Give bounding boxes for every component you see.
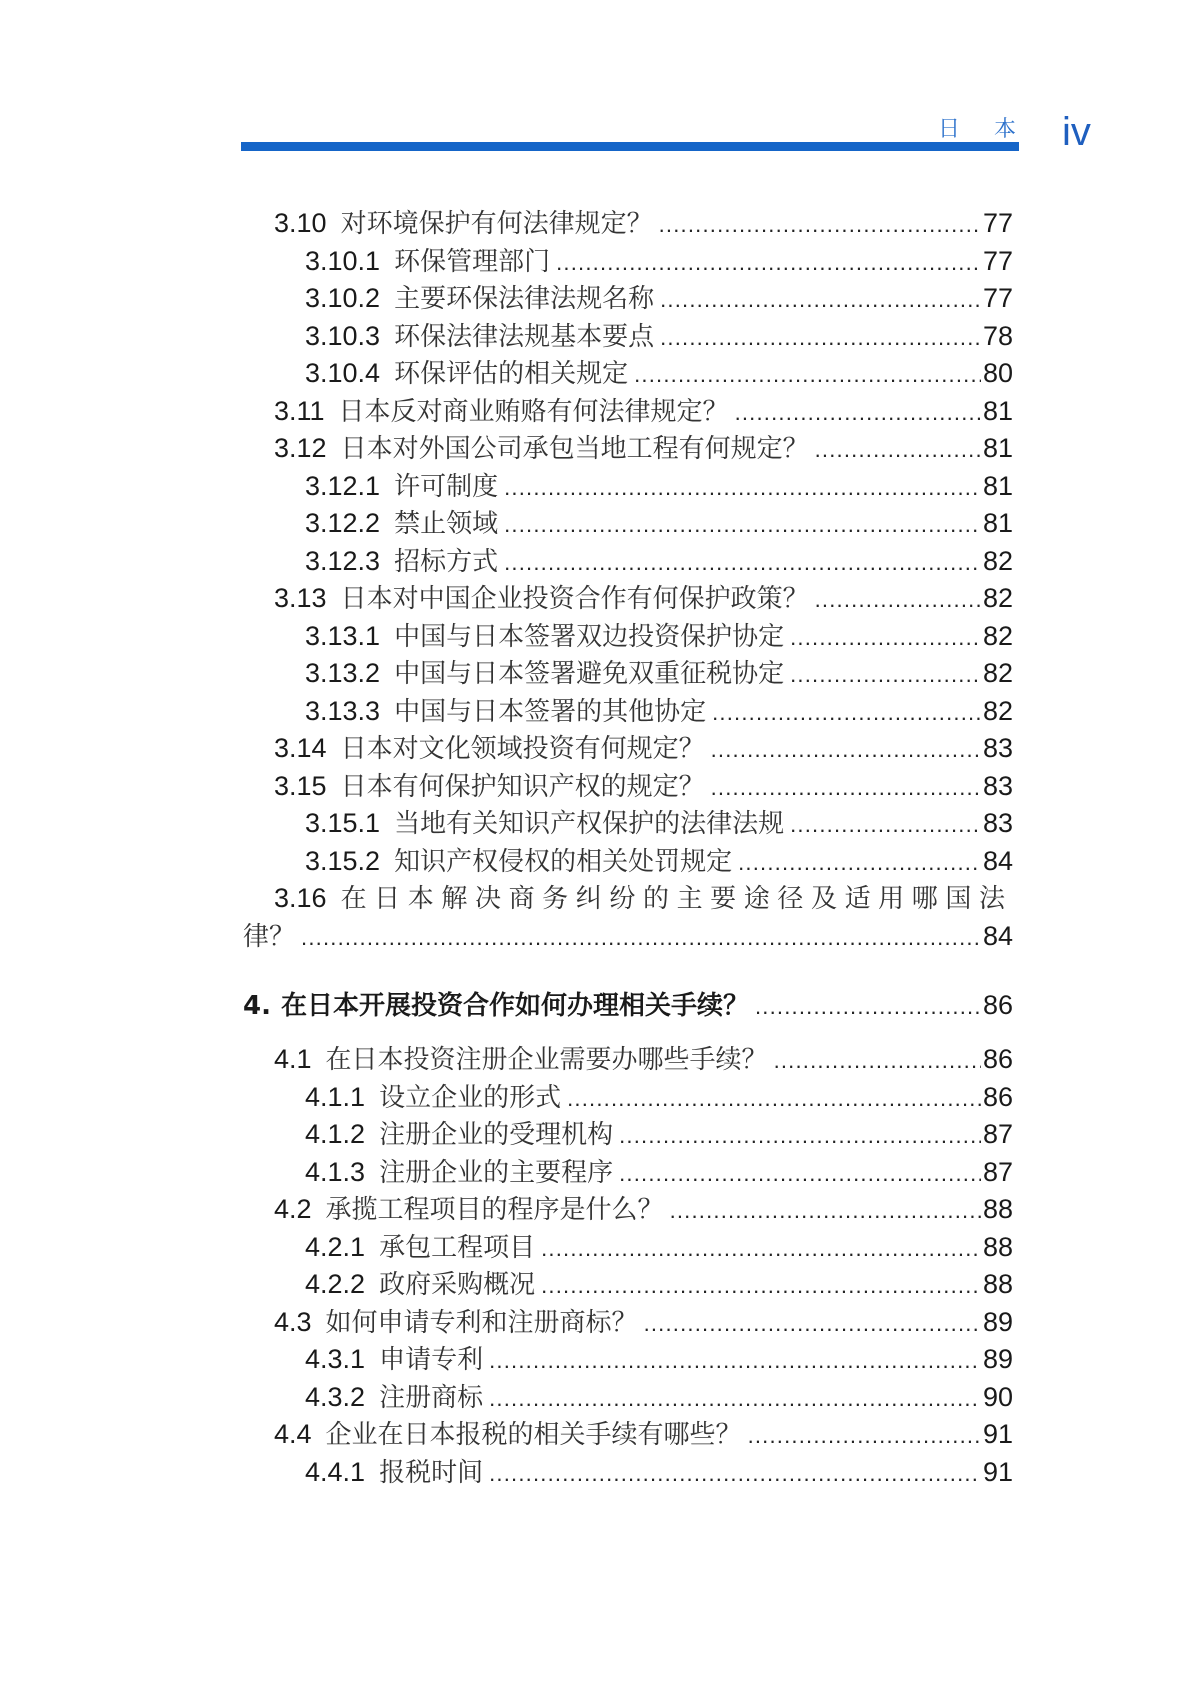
running-header-country bbox=[938, 112, 1016, 142]
dot-leader bbox=[541, 1267, 981, 1305]
toc-entry-page: 82 bbox=[982, 583, 1013, 613]
toc-entry-title: 申请专利 bbox=[379, 1345, 484, 1375]
toc-entry[interactable] bbox=[243, 1191, 1013, 1229]
toc-entry-title: 在日本投资注册企业需要办哪些手续？ bbox=[325, 1045, 768, 1075]
toc-entry-page: 87 bbox=[982, 1119, 1013, 1149]
toc-entry[interactable] bbox=[243, 843, 1013, 881]
toc-entry[interactable] bbox=[243, 1154, 1013, 1192]
toc-entry-page: 89 bbox=[982, 1306, 1013, 1337]
dot-leader bbox=[644, 1305, 981, 1343]
dot-leader bbox=[301, 919, 981, 957]
toc-entry[interactable] bbox=[243, 1454, 1013, 1492]
toc-entry-number: 3.15.2 bbox=[305, 845, 381, 876]
dot-leader bbox=[711, 769, 981, 807]
toc-entry-number: 3.15 bbox=[274, 770, 327, 801]
dot-leader bbox=[489, 1380, 981, 1418]
toc-entry-title: 如何申请专利和注册商标？ bbox=[325, 1307, 638, 1338]
toc-entry-page: 89 bbox=[982, 1344, 1013, 1374]
toc-entry-title: 日本对文化领域投资有何规定？ bbox=[340, 734, 705, 764]
toc-entry-page: 77 bbox=[982, 283, 1013, 313]
toc-entry-number: 4.4.1 bbox=[305, 1456, 366, 1487]
toc-entry-number: 3.12 bbox=[274, 433, 327, 463]
toc-entry-page: 81 bbox=[982, 433, 1013, 463]
dot-leader bbox=[774, 1042, 981, 1080]
toc-entry[interactable] bbox=[243, 655, 1013, 693]
dot-leader bbox=[659, 206, 981, 244]
toc-entry-page: 84 bbox=[982, 920, 1013, 951]
toc-entry-title: 知识产权侵权的相关处罚规定 bbox=[394, 846, 733, 877]
toc-entry[interactable] bbox=[243, 318, 1013, 356]
toc-entry-page: 88 bbox=[982, 1231, 1013, 1262]
toc-entry-number: 4.1 bbox=[274, 1044, 312, 1074]
toc-entry-number: 3.13 bbox=[274, 583, 327, 613]
toc-entry-number: 3.16 bbox=[274, 883, 327, 913]
toc-entry-title: 环保管理部门 bbox=[394, 246, 551, 277]
chapter-number: 4. bbox=[243, 991, 271, 1021]
toc-entry-title: 中国与日本签署避免双重征税协定 bbox=[394, 659, 785, 689]
toc-entry-number: 4.3.2 bbox=[305, 1381, 366, 1412]
toc-entry[interactable] bbox=[243, 430, 1013, 468]
toc-chapter-4[interactable] bbox=[243, 985, 1013, 1025]
toc-entry[interactable] bbox=[243, 805, 1013, 843]
table-of-contents bbox=[243, 205, 1013, 1491]
toc-entry-page: 84 bbox=[982, 845, 1013, 876]
toc-entry[interactable] bbox=[243, 580, 1013, 618]
toc-entry[interactable] bbox=[243, 1041, 1013, 1079]
toc-entry-title: 日本反对商业贿赂有何法律规定？ bbox=[338, 396, 729, 427]
toc-entry-page: 80 bbox=[982, 358, 1013, 388]
toc-entry-title: 禁止领域 bbox=[394, 509, 499, 539]
toc-entry-title: 日本有何保护知识产权的规定？ bbox=[340, 771, 705, 802]
toc-entry-number: 3.14 bbox=[274, 733, 327, 763]
toc-entry-title: 日本对外国公司承包当地工程有何规定？ bbox=[340, 434, 809, 464]
toc-section-3 bbox=[243, 205, 1013, 880]
toc-entry-page: 91 bbox=[982, 1456, 1013, 1487]
toc-entry-title: 政府采购概况 bbox=[379, 1270, 536, 1300]
toc-entry-title: 报税时间 bbox=[379, 1457, 484, 1488]
dot-leader bbox=[504, 506, 981, 544]
toc-entry-title-continued: 律？ bbox=[243, 921, 296, 952]
dot-leader bbox=[541, 1230, 981, 1268]
toc-entry[interactable] bbox=[243, 1379, 1013, 1417]
toc-entry-number: 3.13.3 bbox=[305, 695, 381, 726]
dot-leader bbox=[738, 844, 981, 882]
dot-leader bbox=[567, 1080, 981, 1118]
dot-leader bbox=[815, 581, 981, 619]
dot-leader bbox=[790, 619, 981, 657]
toc-entry-page: 91 bbox=[982, 1419, 1013, 1449]
chapter-page: 86 bbox=[982, 990, 1013, 1020]
toc-entry-number: 4.1.3 bbox=[305, 1156, 366, 1187]
toc-entry-number: 3.10.4 bbox=[305, 358, 381, 388]
toc-entry-title: 注册企业的受理机构 bbox=[379, 1120, 614, 1150]
toc-entry-title: 环保法律法规基本要点 bbox=[394, 321, 655, 352]
toc-entry[interactable] bbox=[243, 1079, 1013, 1117]
toc-entry[interactable] bbox=[243, 280, 1013, 318]
toc-entry-page: 77 bbox=[982, 245, 1013, 276]
toc-entry[interactable] bbox=[243, 505, 1013, 543]
toc-entry-title: 中国与日本签署的其他协定 bbox=[394, 696, 707, 727]
toc-entry-page: 81 bbox=[982, 395, 1013, 426]
dot-leader bbox=[504, 544, 981, 582]
toc-entry-title: 设立企业的形式 bbox=[379, 1082, 562, 1113]
toc-entry-title: 招标方式 bbox=[394, 546, 499, 577]
toc-entry[interactable] bbox=[243, 543, 1013, 581]
toc-entry-title: 对环境保护有何法律规定？ bbox=[340, 209, 653, 239]
toc-entry-title: 主要环保法律法规名称 bbox=[394, 284, 655, 314]
toc-entry[interactable] bbox=[243, 205, 1013, 243]
dot-leader bbox=[790, 656, 981, 694]
toc-entry-3-16-continued[interactable] bbox=[243, 918, 1013, 956]
header-char-1: 日 bbox=[938, 116, 961, 142]
toc-entry-number: 3.10.1 bbox=[305, 245, 381, 276]
toc-entry[interactable] bbox=[243, 1116, 1013, 1154]
toc-entry-number: 3.12.2 bbox=[305, 508, 381, 538]
toc-entry-page: 86 bbox=[982, 1044, 1013, 1074]
toc-entry-page: 82 bbox=[982, 658, 1013, 688]
dot-leader bbox=[815, 431, 981, 469]
dot-leader bbox=[619, 1155, 981, 1193]
toc-entry[interactable] bbox=[243, 468, 1013, 506]
toc-entry[interactable] bbox=[243, 243, 1013, 281]
toc-entry-number: 3.13.1 bbox=[305, 620, 381, 651]
toc-entry-page: 82 bbox=[982, 545, 1013, 576]
toc-entry-number: 3.15.1 bbox=[305, 808, 381, 838]
toc-entry[interactable] bbox=[243, 355, 1013, 393]
toc-entry[interactable] bbox=[243, 393, 1013, 431]
toc-entry-page: 83 bbox=[982, 733, 1013, 763]
toc-entry-page: 81 bbox=[982, 470, 1013, 501]
dot-leader bbox=[660, 281, 981, 319]
toc-entry-number: 4.2 bbox=[274, 1194, 312, 1224]
toc-entry-page: 77 bbox=[982, 208, 1013, 238]
dot-leader bbox=[556, 244, 981, 282]
toc-entry-page: 82 bbox=[982, 695, 1013, 726]
toc-entry-page: 78 bbox=[982, 320, 1013, 351]
toc-section-4 bbox=[243, 1041, 1013, 1491]
toc-entry[interactable] bbox=[243, 1229, 1013, 1267]
dot-leader bbox=[670, 1192, 981, 1230]
toc-entry[interactable] bbox=[243, 730, 1013, 768]
toc-entry-number: 4.3.1 bbox=[305, 1344, 366, 1374]
toc-entry[interactable] bbox=[243, 1341, 1013, 1379]
toc-entry-title: 承揽工程项目的程序是什么？ bbox=[325, 1195, 664, 1225]
toc-entry-number: 3.10.3 bbox=[305, 320, 381, 351]
toc-entry-page: 83 bbox=[982, 808, 1013, 838]
toc-entry-number: 3.12.1 bbox=[305, 470, 381, 501]
toc-entry-title: 当地有关知识产权保护的法律法规 bbox=[394, 809, 785, 839]
toc-entry-title: 中国与日本签署双边投资保护协定 bbox=[394, 621, 785, 652]
toc-entry-page: 83 bbox=[982, 770, 1013, 801]
toc-entry-title: 承包工程项目 bbox=[379, 1232, 536, 1263]
header-char-2: 本 bbox=[993, 116, 1016, 142]
dot-leader bbox=[489, 1342, 981, 1380]
toc-entry-page: 88 bbox=[982, 1269, 1013, 1299]
dot-leader bbox=[660, 319, 981, 357]
toc-entry[interactable] bbox=[243, 618, 1013, 656]
toc-entry-title: 在日本解决商务纠纷的主要途径及适用哪国法 bbox=[340, 884, 1013, 914]
toc-entry-number: 4.3 bbox=[274, 1306, 312, 1337]
toc-entry[interactable] bbox=[243, 1304, 1013, 1342]
toc-entry-page: 81 bbox=[982, 508, 1013, 538]
toc-entry-number: 4.2.2 bbox=[305, 1269, 366, 1299]
toc-entry-title: 环保评估的相关规定 bbox=[394, 359, 629, 389]
toc-entry-page: 88 bbox=[982, 1194, 1013, 1224]
chapter-title: 在日本开展投资合作如何办理相关手续？ bbox=[280, 991, 749, 1021]
toc-entry-title: 日本对中国企业投资合作有何保护政策？ bbox=[340, 584, 809, 614]
toc-entry[interactable] bbox=[243, 693, 1013, 731]
dot-leader bbox=[712, 694, 981, 732]
toc-entry-3-16[interactable] bbox=[243, 880, 1013, 918]
dot-leader bbox=[489, 1455, 981, 1493]
toc-entry-number: 4.1.1 bbox=[305, 1081, 366, 1112]
dot-leader bbox=[735, 394, 981, 432]
dot-leader bbox=[634, 356, 981, 394]
dot-leader bbox=[619, 1117, 981, 1155]
dot-leader bbox=[711, 731, 981, 769]
toc-entry[interactable] bbox=[243, 768, 1013, 806]
page-number: iv bbox=[1062, 110, 1091, 154]
toc-entry-page: 90 bbox=[982, 1381, 1013, 1412]
toc-entry-number: 3.12.3 bbox=[305, 545, 381, 576]
toc-entry[interactable] bbox=[243, 1266, 1013, 1304]
toc-entry-page: 82 bbox=[982, 620, 1013, 651]
toc-entry-title: 注册商标 bbox=[379, 1382, 484, 1413]
toc-entry-number: 3.11 bbox=[274, 395, 325, 426]
toc-entry-page: 87 bbox=[982, 1156, 1013, 1187]
toc-entry-number: 4.2.1 bbox=[305, 1231, 366, 1262]
header-rule bbox=[241, 142, 1019, 151]
toc-entry[interactable] bbox=[243, 1416, 1013, 1454]
toc-entry-number: 4.4 bbox=[274, 1419, 312, 1449]
toc-entry-title: 企业在日本报税的相关手续有哪些？ bbox=[325, 1420, 742, 1450]
toc-entry-number: 3.10 bbox=[274, 208, 327, 238]
toc-entry-page: 86 bbox=[982, 1081, 1013, 1112]
dot-leader bbox=[748, 1417, 981, 1455]
toc-entry-number: 3.13.2 bbox=[305, 658, 381, 688]
dot-leader bbox=[790, 806, 981, 844]
toc-entry-title: 许可制度 bbox=[394, 471, 499, 502]
toc-entry-title: 注册企业的主要程序 bbox=[379, 1157, 614, 1188]
dot-leader bbox=[504, 469, 981, 507]
toc-entry-number: 3.10.2 bbox=[305, 283, 381, 313]
dot-leader bbox=[755, 987, 981, 1027]
toc-entry-number: 4.1.2 bbox=[305, 1119, 366, 1149]
